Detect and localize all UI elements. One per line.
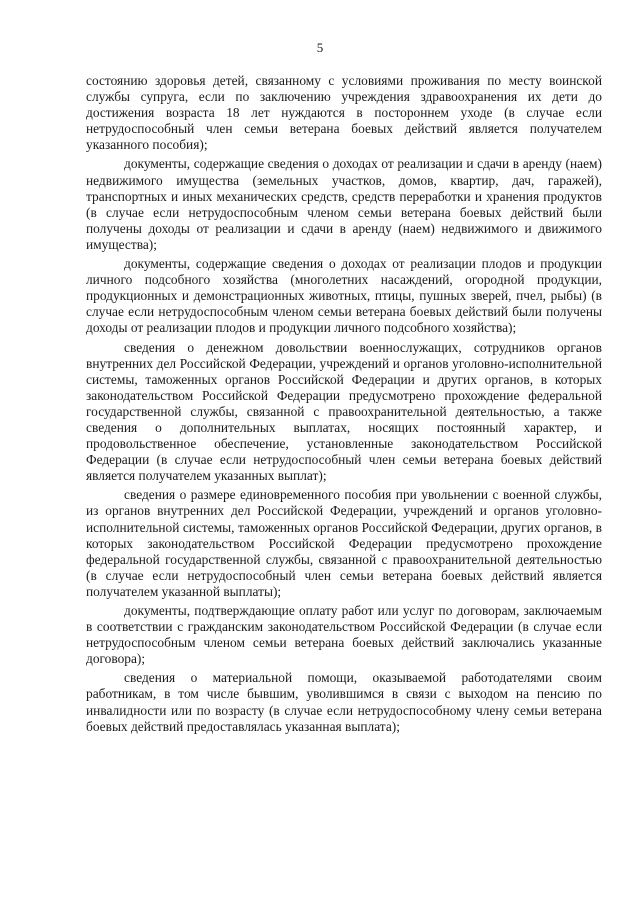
- page-number: 5: [316, 40, 324, 55]
- document-body: [86, 73, 602, 738]
- paragraph-2: документы, содержащие сведения о доходах от реализации и сдачи в аренду (наем) недвижимого имущества (земельных участков, домов, квартир, дач, гаражей), транспортных и иных механических средств, средств переработки и хранения продуктов (в случае если нетрудоспособным членом семьи ветерана боевых действий были получены доходы от реализации и сдачи в аренду (наем) недвижимого и движимого имущества);: [86, 156, 602, 252]
- paragraph-7: сведения о материальной помощи, оказываемой работодателями своим работникам, в том числе бывшим, уволившимся в связи с выходом на пенсию по инвалидности или по возрасту (в случае если нетрудоспособному члену семьи ветерана боевых действий предоставлялась указанная выплата);: [86, 670, 602, 734]
- paragraph-5: сведения о размере единовременного пособия при увольнении с военной службы, из органов внутренних дел Российской Федерации, учреждений и органов уголовно-исполнительной системы, таможенных органов Российской Федерации, других органов, в которых законодательством Российской Федерации предусмотрено прохождение федеральной государственной службы, связанной с правоохранительной деятельностью (в случае если нетрудоспособный член семьи ветерана боевых действий является получателем указанной выплаты);: [86, 487, 602, 599]
- paragraph-6: документы, подтверждающие оплату работ или услуг по договорам, заключаемым в соответствии с гражданским законодательством Российской Федерации (в случае если нетрудоспособным членом семьи ветерана боевых действий заключались указанные договора);: [86, 603, 602, 667]
- paragraph-4: сведения о денежном довольствии военнослужащих, сотрудников органов внутренних дел Российской Федерации, учреждений и органов уголовно-исполнительной системы, таможенных органов Российской Федерации и других органов, в которых законодательством Российской Федерации предусмотрено прохождение федеральной государственной службы, связанной с правоохранительной деятельностью, а также сведения о дополнительных выплатах, носящих постоянный характер, и продовольственное обеспечение, установленные законодательством Российской Федерации (в случае если нетрудоспособный член семьи ветерана боевых действий является получателем указанных выплат);: [86, 339, 602, 484]
- paragraph-1: состоянию здоровья детей, связанному с условиями проживания по месту воинской службы супруга, если по заключению учреждения здравоохранения их дети до достижения возраста 18 лет нуждаются в постороннем уходе (в случае если нетрудоспособный член семьи ветерана боевых действий является получателем указанного пособия);: [86, 73, 602, 153]
- paragraph-3: документы, содержащие сведения о доходах от реализации плодов и продукции личного подсобного хозяйства (многолетних насаждений, огородной продукции, продукционных и демонстрационных животных, птицы, пушных зверей, пчел, рыбы) (в случае если нетрудоспособным членом семьи ветерана боевых действий были получены доходы от реализации плодов и продукции личного подсобного хозяйства);: [86, 256, 602, 336]
